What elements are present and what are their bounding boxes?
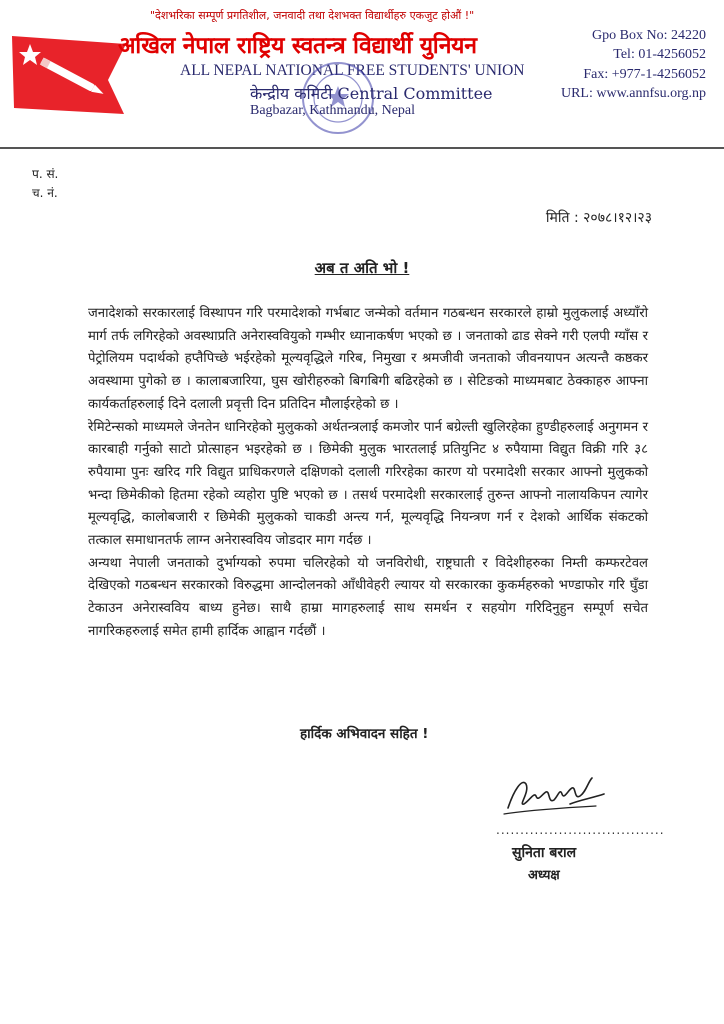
signature-line: ...................................	[496, 823, 665, 837]
org-name-nepali: अखिल नेपाल राष्ट्रिय स्वतन्त्र विद्यार्थी युनियन	[118, 33, 477, 59]
po-box: Gpo Box No: 24220	[592, 28, 706, 43]
org-name-english: ALL NEPAL NATIONAL FREE STUDENTS' UNION	[180, 62, 525, 79]
letter-body	[88, 303, 648, 644]
letter-date: मिति : २०७८।१२।२३	[545, 210, 652, 226]
signatory-title: अध्यक्ष	[528, 868, 560, 883]
body-paragraph: जनादेशको सरकारलाई विस्थापन गरि परमादेशको गर्भबाट जन्मेको वर्तमान गठबन्धन सरकारले हाम्रो मुलुकलाई अध्याँरो मार्ग तर्फ लगिरहेको अवस्थाप्रति अनेरास्ववियुको गम्भीर ध्यानाकर्षण भएको छ । जनताको ढाड सेक्ने गरी एलपी ग्याँस र पेट्रोलियम पदार्थको हप्तैपिच्छे भईरहेको मूल्यवृद्धिले गरिब, निमुखा र श्रमजीवी जनताको जीवनयापन अत्यन्तै कष्ठकर अवस्थामा पुगेको छ । कालाबजारिया, घुस खोरीहरुको बिगबिगी बढिरहेको छ । सेटिङको माध्यमबाट ठेक्काहरु आफ्ना कार्यकर्ताहरुलाई दिने दलाली प्रवृत्ती दिन प्रतिदिन मौलाईरहेको छ ।	[88, 306, 648, 412]
closing-greeting: हार्दिक अभिवादन सहित !	[300, 726, 429, 742]
signatory-name: सुनिता बराल	[512, 845, 577, 861]
website-url[interactable]: URL: www.annfsu.org.np	[560, 86, 706, 101]
flag-logo-icon	[8, 30, 128, 120]
body-paragraph: अन्यथा नेपाली जनताको दुर्भाग्यको रुपमा चलिरहेको यो जनविरोधी, राष्ट्रघाती र विदेशीहरुका निम्ती कम्फरटेवल देखिएको गठबन्धन सरकारको विरुद्धमा आन्दोलनको आँधीवेहरी ल्यायर यो सरकारका कुकर्महरुको भण्डाफोर गरि घुँडा टेकाउन अनेरास्वविय बाध्य हुनेछ। साथै हाम्रा मागहरुलाई साथ समर्थन र सहयोग गरिदिनुहुन सम्पूर्ण सचेत नागरिकहरुलाई समेत हामी हार्दिक आह्वान गर्दछौं ।	[88, 555, 648, 639]
dispatch-number-label: च. नं.	[32, 186, 58, 200]
body-paragraph: रेमिटेन्सको माध्यमले जेनतेन धानिरहेको मुलुकको अर्थतन्त्रलाई कमजोर पार्न बग्रेल्ती खुलिरहेका हुण्डीहरुलाई अनुगमन र कारबाही गर्नुको साटो प्रोत्साहन भइरहेको छ । छिमेकी मुलुक भारतलाई प्रतियुनिट ४ रुपैयामा विद्युत विक्री गरि ३८ रुपैयामा पुनः खरिद गरि विद्युत प्राधिकरणले दक्षिणको दलाली गरिरहेका कारण यो परमादेशी सरकार आफ्नो मुलुकको भन्दा छिमेकीको हितमा रहेको व्यहोरा पुष्टि भएको छ । तसर्थ परमादेशी सरकारलाई तुरुन्त आफ्नो नालायकिपन त्यागेर मूल्यवृद्धि, कालोबजारी र छिमेकी मुलुकको चाकडी अन्त्य गर्न, मूल्यवृद्धि नियन्त्रण गर्न र देशको आर्थिक संकटको तत्काल समाधानतर्फ लाग्न अनेरास्वविय जोडदार माग गर्दछ ।	[88, 419, 648, 549]
fax: Fax: +977-1-4256052	[583, 67, 706, 82]
reference-number-label: प. सं.	[32, 167, 59, 181]
committee-name: केन्द्रीय कमिटी Central Committee	[250, 84, 493, 103]
letter-heading: अब त अति भो !	[314, 259, 410, 277]
telephone: Tel: 01-4256052	[613, 47, 706, 62]
motto-slogan: "देशभरिका सम्पूर्ण प्रगतिशील, जनवादी तथा देशभक्त विद्यार्थीहरु एकजुट होऔं !"	[150, 9, 475, 22]
header-divider	[0, 147, 724, 149]
org-address: Bagbazar, Kathmandu, Nepal	[250, 103, 416, 118]
handwritten-signature-icon	[500, 770, 610, 820]
